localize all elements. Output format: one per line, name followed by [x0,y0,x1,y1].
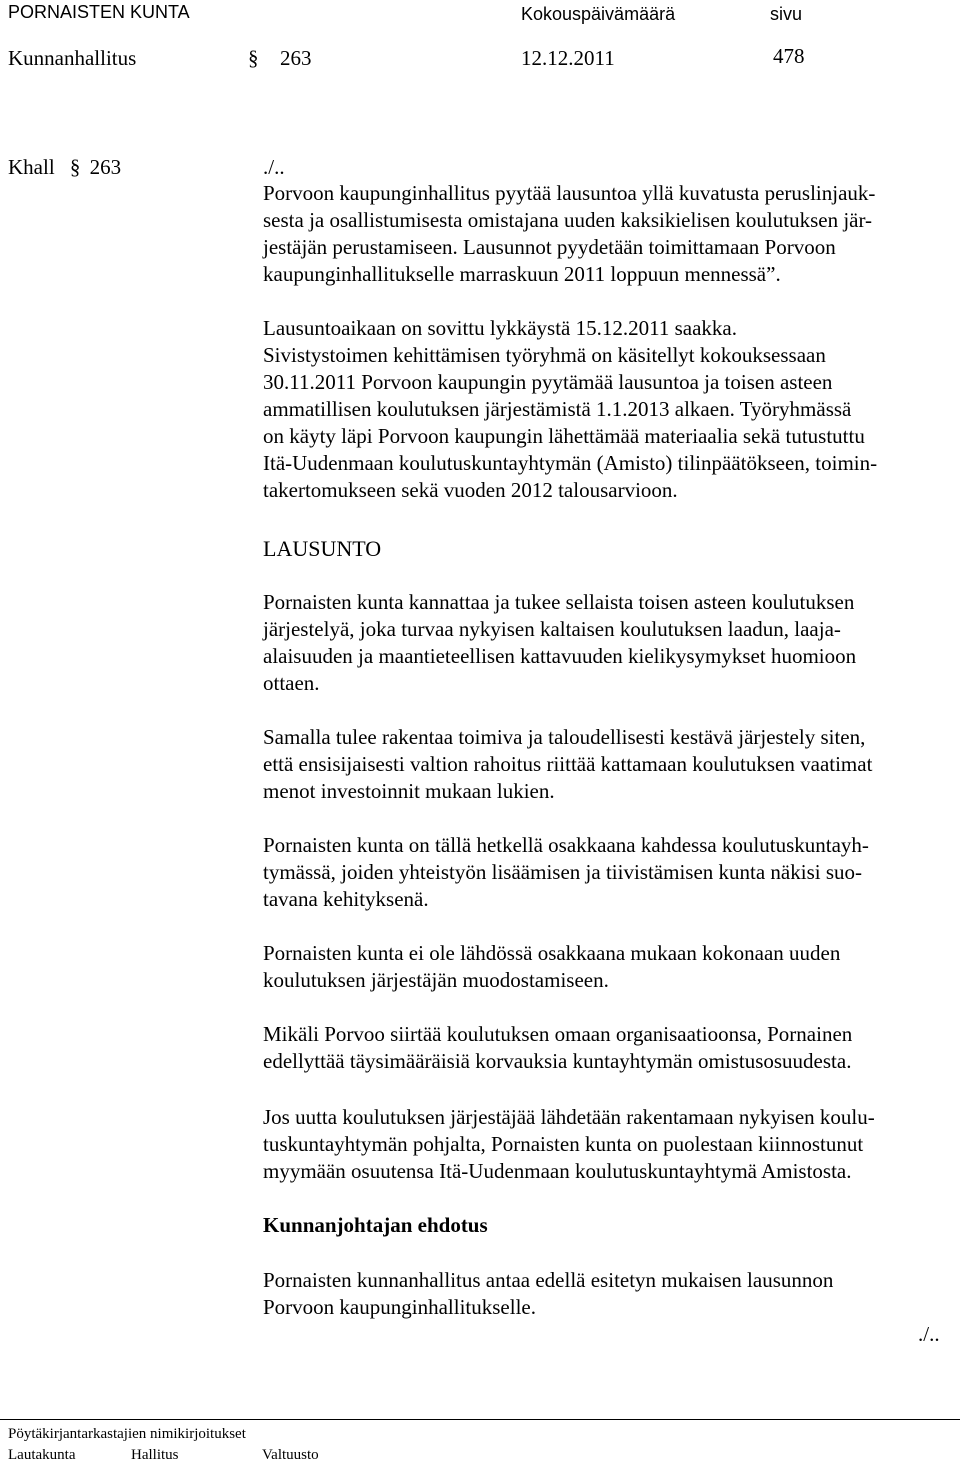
text-line: jestäjän perustamiseen. Lausunnot pyydetään toimittamaan Porvoon [263,235,836,259]
section-symbol: § [248,46,259,70]
text-line: tavana kehityksenä. [263,887,429,911]
meeting-date-label: Kokouspäivämäärä [521,4,676,24]
footer-col-valtuusto: Valtuusto [262,1447,319,1463]
statement-paragraph-5 [263,1021,943,1075]
text-line: Pornaisten kunnanhallitus antaa edellä esitetyn mukaisen lausunnon [263,1268,834,1292]
text-line: Jos uutta koulutuksen järjestäjää lähdetään rakentamaan nykyisen koulu- [263,1105,875,1129]
text-line: Samalla tulee rakentaa toimiva ja taloudellisesti kestävä järjestely siten, [263,725,866,749]
text-line: kaupunginhallitukselle marraskuun 2011 loppuun mennessä”. [263,262,781,286]
statement-paragraph-3 [263,832,943,913]
statement-paragraph-6 [263,1104,943,1185]
text-line: menot investoinnit mukaan lukien. [263,779,555,803]
statement-paragraph-2 [263,724,943,805]
text-line: edellyttää täysimääräisiä korvauksia kuntayhtymän omistusosuudesta. [263,1049,852,1073]
text-line: alaisuuden ja maantieteellisen kattavuuden kielikysymykset huomioon [263,644,857,668]
text-line: ammatillisen koulutuksen järjestämistä 1.1.2013 alkaen. Työryhmässä [263,397,852,421]
text-line: järjestelyä, joka turvaa nykyisen kaltaisen koulutuksen laadun, laaja- [263,617,841,641]
text-line: Pornaisten kunta on tällä hetkellä osakkaana kahdessa koulutuskuntayh- [263,833,869,857]
item-number: 263 [89,155,122,179]
text-line: että ensisijaisesti valtion rahoitus riittää kattamaan koulutuksen vaatimat [263,752,873,776]
continuation-mark-top: ./.. [263,155,285,179]
text-line: Mikäli Porvoo siirtää koulutuksen omaan organisaatioonsa, Pornainen [263,1022,853,1046]
item-label [8,155,121,180]
text-line: on käyty läpi Porvoon kaupungin lähettämää materiaalia sekä tutustuttu [263,424,865,448]
page-label: sivu [770,4,803,24]
text-line: tymässä, joiden yhteistyön lisäämisen ja tiivistämisen kunta näkisi suo- [263,860,863,884]
text-line: Sivistystoimen kehittämisen työryhmä on käsitellyt kokouksessaan [263,343,826,367]
section-number: 263 [280,46,312,70]
footer-col-lautakunta: Lautakunta [8,1447,76,1463]
footer-col-hallitus: Hallitus [131,1447,179,1463]
statement-paragraph-4 [263,940,943,994]
intro-paragraph [263,180,943,288]
signatures-label: Pöytäkirjantarkastajien nimikirjoitukset [8,1426,246,1442]
footer-rule [0,1419,960,1420]
text-line: Porvoon kaupunginhallitus pyytää lausuntoa yllä kuvatusta peruslinjauk- [263,181,876,205]
text-line: koulutuksen järjestäjän muodostamiseen. [263,968,609,992]
item-section-symbol: § [69,155,81,179]
municipality-name: PORNAISTEN KUNTA [8,2,190,22]
proposal-heading [263,1212,943,1239]
text-line: ottaen. [263,671,320,695]
text-line: tuskuntayhtymän pohjalta, Pornaisten kunta on puolestaan kiinnostunut [263,1132,864,1156]
body-name: Kunnanhallitus [8,46,137,70]
proposal-heading-text: Kunnanjohtajan ehdotus [263,1213,488,1237]
text-line: Lausuntoaikaan on sovittu lykkäystä 15.12.2011 saakka. [263,316,737,340]
statement-paragraph-1 [263,589,943,697]
statement-heading [263,535,943,562]
text-line: 30.11.2011 Porvoon kaupungin pyytämää lausuntoa ja toisen asteen [263,370,833,394]
proposal-paragraph [263,1267,943,1321]
deadline-paragraph [263,315,943,504]
meeting-date: 12.12.2011 [521,46,615,70]
text-line: myymään osuutensa Itä-Uudenmaan koulutuskuntayhtymä Amistosta. [263,1159,852,1183]
text-line: Itä-Uudenmaan koulutuskuntayhtymän (Amisto) tilinpäätökseen, toimin- [263,451,878,475]
statement-heading-text: LAUSUNTO [263,536,382,561]
item-body: Khall [8,155,55,179]
continuation-mark-bottom: ./.. [918,1322,940,1346]
text-line: Pornaisten kunta ei ole lähdössä osakkaana mukaan kokonaan uuden [263,941,841,965]
text-line: takertomukseen sekä vuoden 2012 talousarvioon. [263,478,678,502]
page-number: 478 [773,44,805,68]
text-line: sesta ja osallistumisesta omistajana uuden kaksikielisen koulutuksen jär- [263,208,873,232]
text-line: Porvoon kaupunginhallitukselle. [263,1295,536,1319]
text-line: Pornaisten kunta kannattaa ja tukee sellaista toisen asteen koulutuksen [263,590,855,614]
